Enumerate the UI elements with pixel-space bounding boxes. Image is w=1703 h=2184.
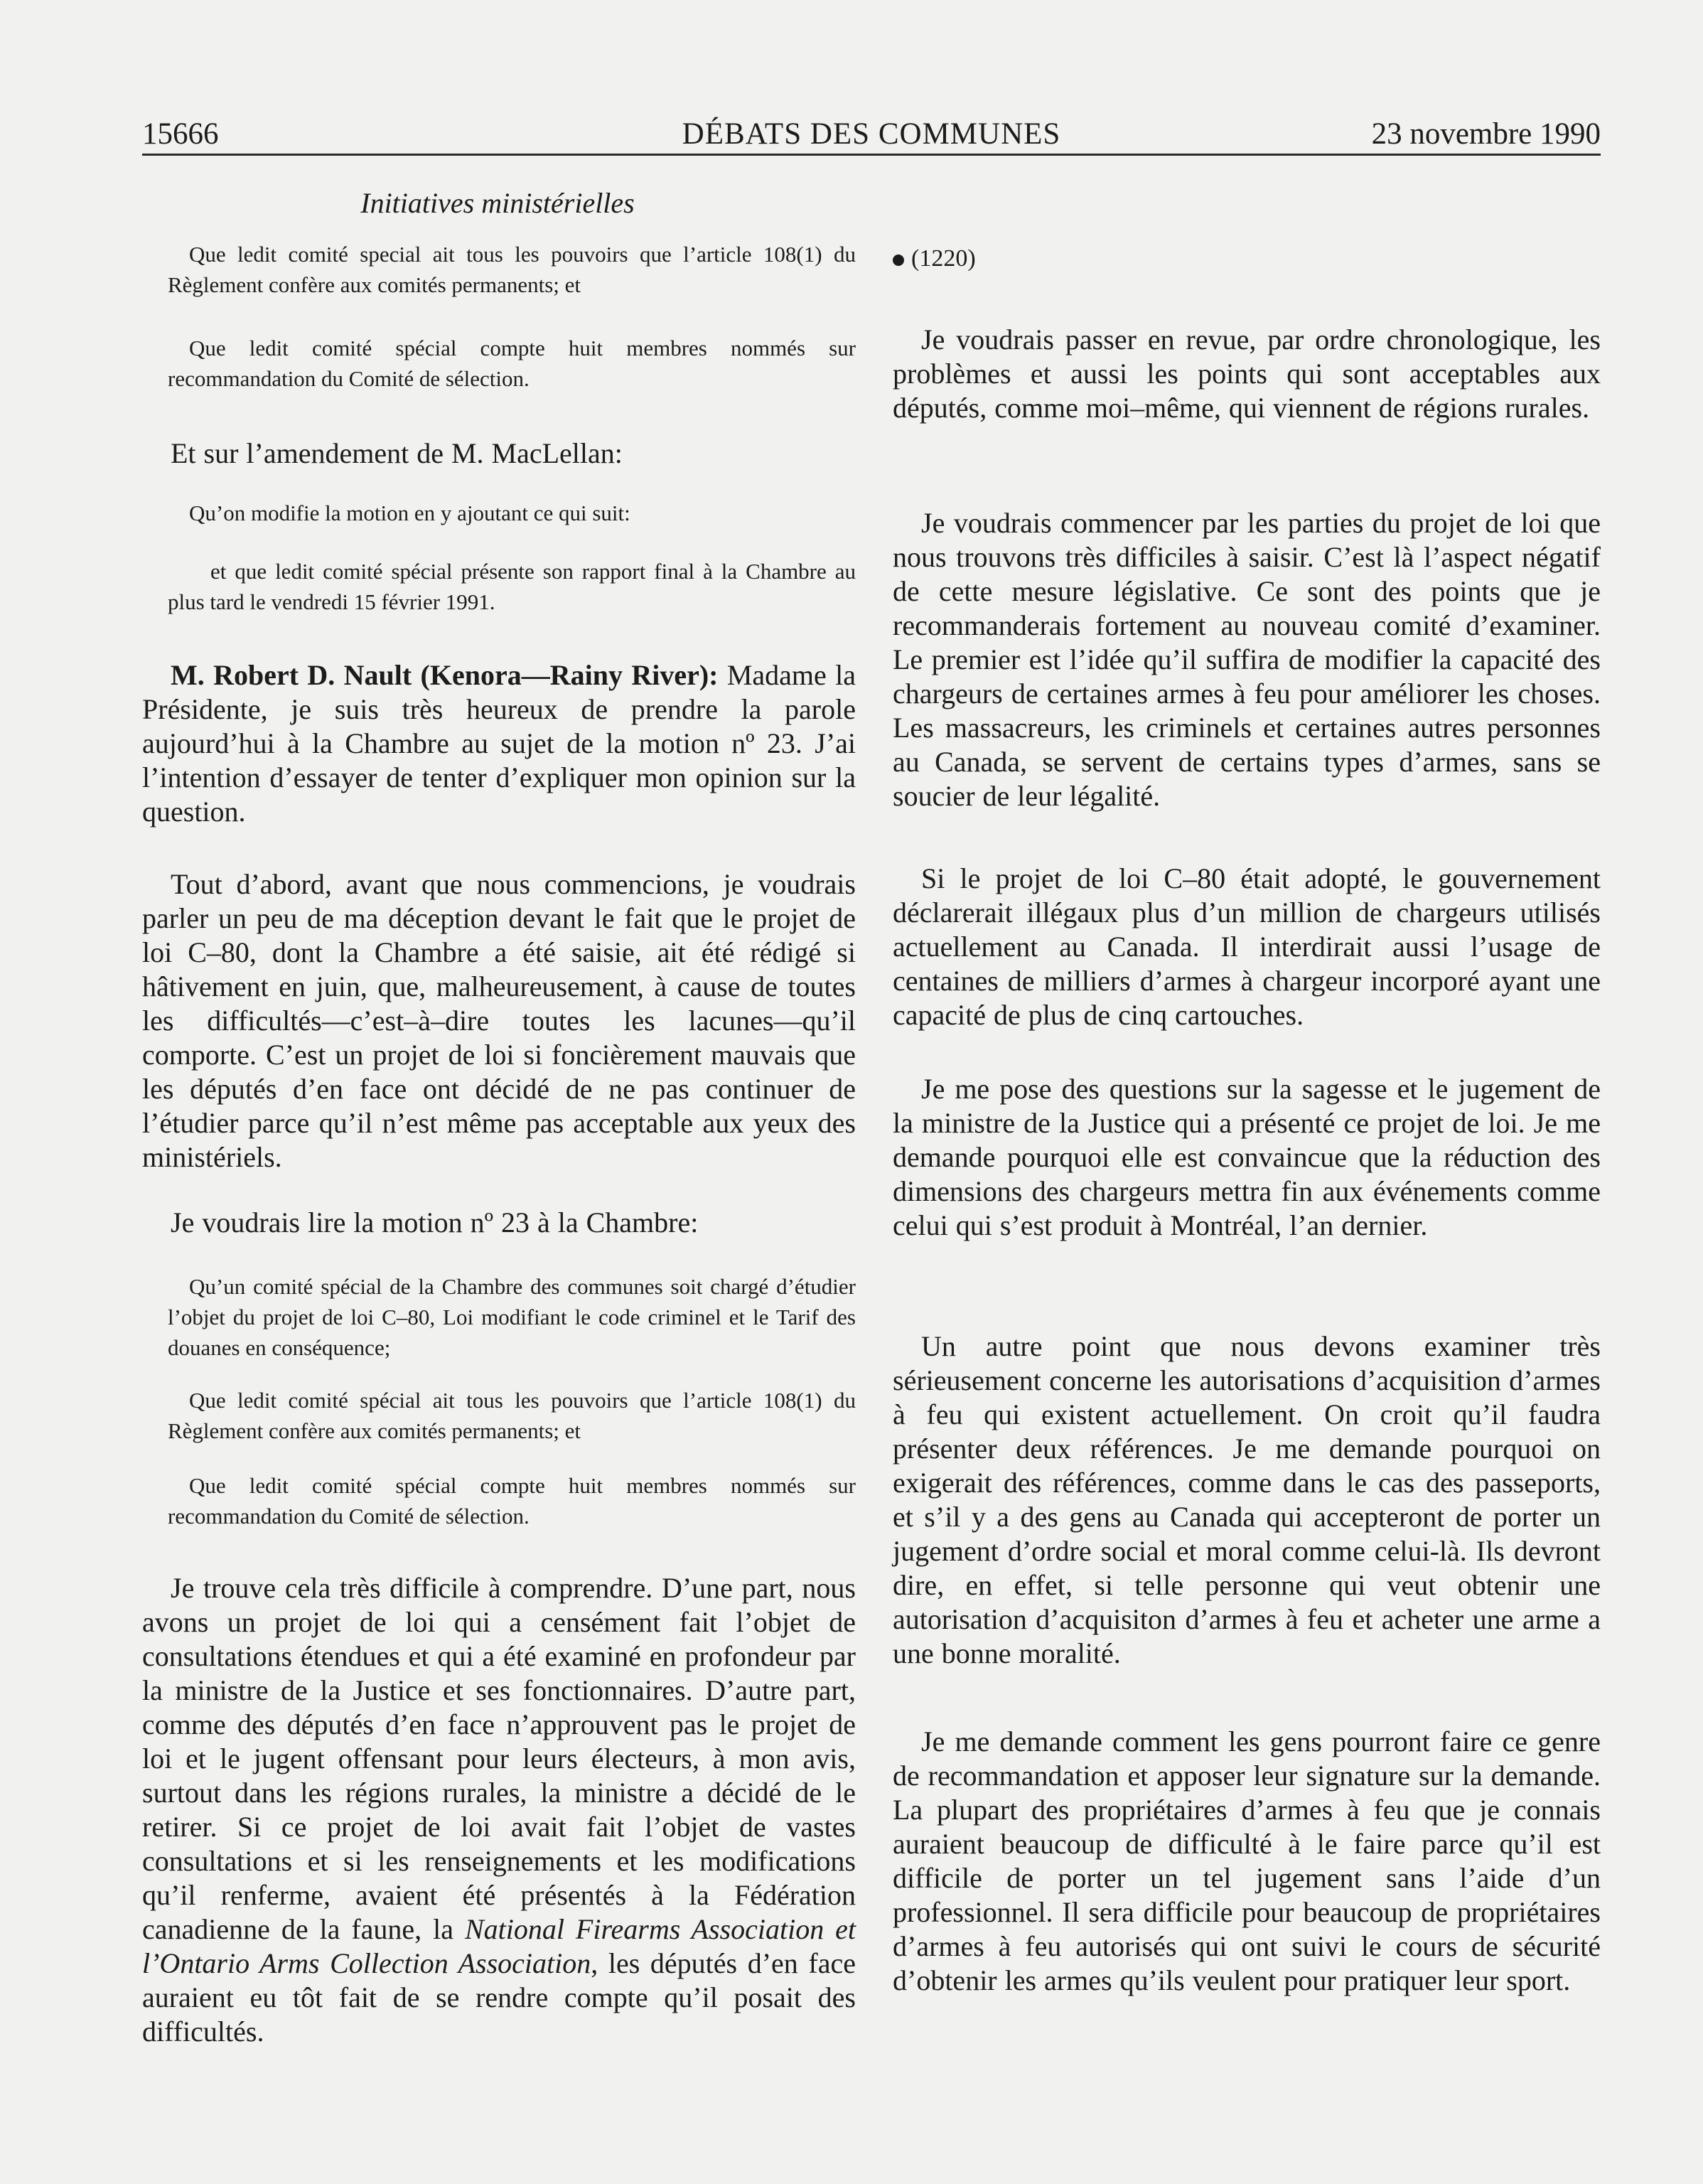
page-number: 15666 <box>142 117 219 151</box>
header-rule <box>142 154 1601 156</box>
bullet-icon <box>893 255 904 266</box>
page-header <box>142 112 1601 156</box>
quoted-amendment-text: et que ledit comité spécial présente son rapport final à la Chambre au plus tard le vendredi 15 février 1991. <box>168 559 856 614</box>
body-text: Je trouve cela très difficile à comprendre. D’une part, nous avons un projet de loi qui a censément fait l’objet de consultations étendues et qui a été examiné en profondeur par la ministre de la Justice et ses fonctionnaires. D’autre part, comme des députés d’en face n’approuvent pas le projet de loi et le jugent offensant pour leurs électeurs, à mon avis, surtout dans les régions rurales, la ministre a décidé de le retirer. Si ce projet de loi avait fait l’objet de vastes consultations et si les renseignements et les modifications qu’il renferme, avaient été présentés à la Fédération canadienne de la faune, la <box>142 1572 856 1945</box>
section-title: Initiatives ministérielles <box>360 187 635 219</box>
speaker-name: M. Robert D. Nault (Kenora—Rainy River): <box>171 659 719 691</box>
body-paragraph: Si le projet de loi C–80 était adopté, le gouvernement déclarerait illégaux plus d’un million de chargeurs utilisés actuellement au Canada. Il interdirait aussi l’usage de centaines de milliers d’armes à chargeur incorporé ayant une capacité de plus de cinq cartouches. <box>893 862 1601 1031</box>
body-paragraph: Tout d’abord, avant que nous commencions, je voudrais parler un peu de ma déception devant le fait que le projet de loi C–80, dont la Chambre a été saisie, ait été rédigé si hâtivement en juin, que, malheureusement, à cause de toutes les difficultés—c’est–à–dire toutes les lacunes—qu’il comporte. C’est un projet de loi si foncièrement mauvais que les députés d’en face ont décidé de ne pas continuer de l’étudier parce qu’il n’est même pas acceptable aux yeux des ministériels. <box>142 868 856 1173</box>
quoted-motion-clause: Que ledit comité spécial compte huit membres nommés sur recommandation du Comité de sélection. <box>168 336 856 391</box>
body-paragraph <box>142 1571 856 2049</box>
quoted-motion-clause: Que ledit comité spécial compte huit membres nommés sur recommandation du Comité de sélection. <box>168 1473 856 1529</box>
body-paragraph: Je voudrais lire la motion nº 23 à la Chambre: <box>171 1206 699 1238</box>
quoted-motion-clause: Que ledit comité special ait tous les pouvoirs que l’article 108(1) du Règlement confère aux comités permanents; et <box>168 242 856 297</box>
body-paragraph: Je me demande comment les gens pourront faire ce genre de recommandation et apposer leur signature sur la demande. La plupart des propriétaires d’armes à feu que je connais auraient beaucoup de difficulté à le faire parce qu’il est difficile de porter un tel jugement sans l’aide d’un professionnel. Il sera difficile pour beaucoup de propriétaires d’armes à feu autorisés qui ont suivi le cours de sécurité d’obtenir les armes qu’ils veulent pour pratiquer leur sport. <box>893 1725 1601 1996</box>
organization-names: National Firearms Association et l’Ontario Arms Collection Association <box>142 1913 856 1979</box>
publication-date: 23 novembre 1990 <box>1371 117 1601 151</box>
body-paragraph: Je voudrais passer en revue, par ordre chronologique, les problèmes et aussi les points qui sont acceptables aux députés, comme moi–même, qui viennent de régions rurales. <box>893 323 1601 424</box>
speech-text: Madame la Présidente, je suis très heureux de prendre la parole aujourd’hui à la Chambre au sujet de la motion nº 23. J’ai l’intention d’essayer de tenter d’expliquer mon opinion sur la question. <box>142 659 856 828</box>
amendment-intro: Et sur l’amendement de M. MacLellan: <box>171 437 623 469</box>
time-marker <box>893 242 976 276</box>
quoted-motion-clause: Que ledit comité spécial ait tous les pouvoirs que l’article 108(1) du Règlement confère aux comités permanents; et <box>168 1388 856 1443</box>
body-paragraph: Je me pose des questions sur la sagesse et le jugement de la ministre de la Justice qui a présenté ce projet de loi. Je me demande pourquoi elle est convaincue que la réduction des dimensions des chargeurs mettra fin aux événements comme celui qui s’est produit à Montréal, l’an dernier. <box>893 1073 1601 1241</box>
quoted-motion-clause: Qu’un comité spécial de la Chambre des communes soit chargé d’étudier l’objet du projet de loi C–80, Loi modifiant le code criminel et le Tarif des douanes en conséquence; <box>168 1274 856 1360</box>
body-paragraph: Je voudrais commencer par les parties du projet de loi que nous trouvons très difficiles à saisir. C’est là l’aspect négatif de cette mesure législative. Ce sont des points que je recommanderais fortement au nouveau comité d’examiner. Le premier est l’idée qu’il suffira de modifier la capacité des chargeurs de certaines armes à feu pour améliorer les choses. Les massacreurs, les criminels et certaines autres personnes au Canada, se servent de certains types d’armes, sans se soucier de leur légalité. <box>893 507 1601 812</box>
publication-title: DÉBATS DES COMMUNES <box>682 117 1061 151</box>
quoted-amendment: Qu’on modifie la motion en y ajoutant ce qui suit: <box>189 500 630 525</box>
body-text: , les députés d’en face auraient eu tôt fait de se rendre compte qu’il posait des difficultés. <box>142 1947 856 2048</box>
speech-paragraph <box>142 658 856 829</box>
body-paragraph: Un autre point que nous devons examiner très sérieusement concerne les autorisations d’acquisition d’armes à feu qui existent actuellement. On croit qu’il faudra présenter deux références. Je me demande pourquoi on exigerait des références, comme dans le cas des passeports, et s’il y a des gens au Canada qui accepteront de porter un jugement d’ordre social et moral comme celui-là. Ils devront dire, en effet, si telle personne qui veut obtenir une autorisation d’acquisiton d’armes à feu et acheter une arme a une bonne moralité. <box>893 1330 1601 1669</box>
time-marker-text: (1220) <box>911 245 976 272</box>
